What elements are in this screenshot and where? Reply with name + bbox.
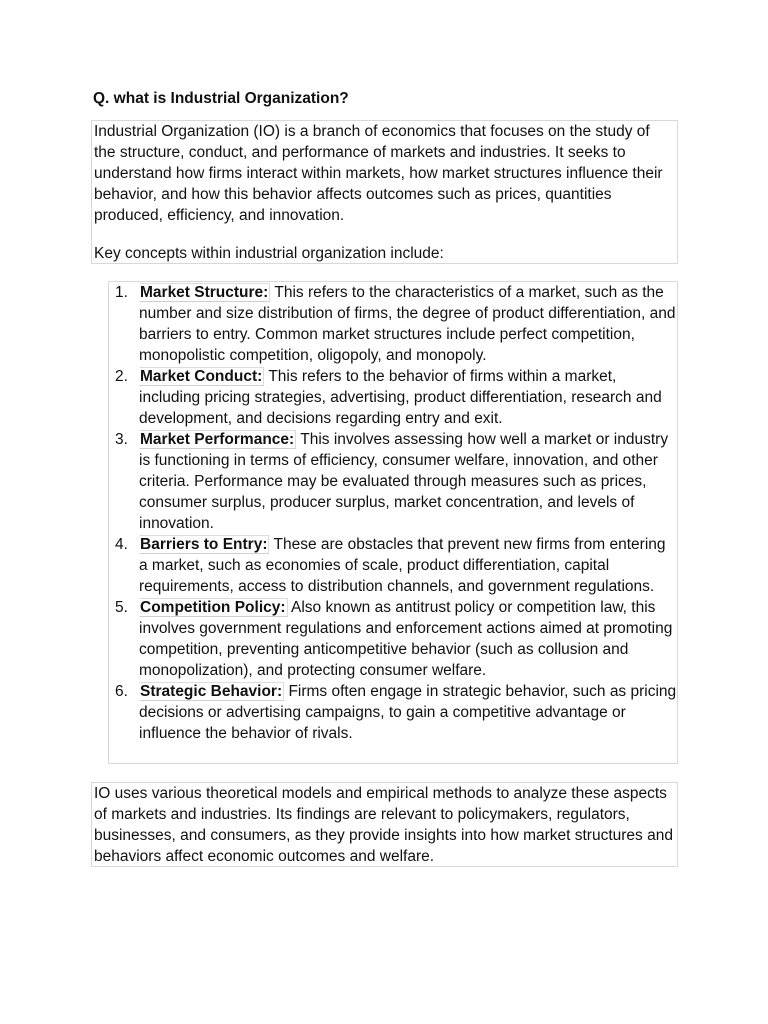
list-item: [109, 366, 677, 429]
list-item: [109, 534, 677, 597]
concept-title: Barriers to Entry:: [140, 536, 268, 553]
concept-title: Market Conduct:: [140, 368, 263, 385]
list-number: 2.: [115, 368, 128, 385]
list-item: [109, 282, 677, 366]
outro-paragraph: IO uses various theoretical models and empirical methods to analyze these aspects of markets and industries. Its findings are relevant to policymakers, regulators, businesses, and consumers, as they provide insights into how market structures and behaviors affect economic outcomes and welfare.: [94, 785, 673, 865]
outro-text-box[interactable]: [91, 782, 678, 867]
concept-title: Competition Policy:: [140, 599, 286, 616]
concept-title: Market Performance:: [140, 431, 295, 448]
concept-text: Also known as antitrust policy or competition law, this involves government regulations and enforcement actions aimed at promoting competition, preventing anticompetitive behavior (such as collusion and monopolization), and protecting consumer welfare.: [139, 599, 673, 679]
intro-paragraph: Industrial Organization (IO) is a branch of economics that focuses on the study of the structure, conduct, and performance of markets and industries. It seeks to understand how firms interact within markets, how market structures influence their behavior, and how this behavior affects outcomes such as prices, quantities produced, efficiency, and innovation.: [94, 123, 663, 224]
concepts-list-box[interactable]: [108, 281, 678, 764]
question-heading: Q. what is Industrial Organization?: [93, 90, 349, 107]
intro-text-box[interactable]: [91, 120, 678, 264]
list-item: [109, 597, 677, 681]
list-item: [109, 429, 677, 534]
list-number: 6.: [115, 683, 128, 700]
key-concepts-lead: Key concepts within industrial organization include:: [94, 245, 444, 262]
list-number: 4.: [115, 536, 128, 553]
concepts-list: [109, 282, 677, 744]
concept-title: Strategic Behavior:: [140, 683, 283, 700]
list-number: 1.: [115, 284, 128, 301]
list-number: 3.: [115, 431, 128, 448]
concept-title: Market Structure:: [140, 284, 269, 301]
concept-text: This involves assessing how well a market or industry is functioning in terms of efficiency, consumer welfare, innovation, and other criteria. Performance may be evaluated through measures such as prices, consumer surplus, producer surplus, market concentration, and levels of innovation.: [139, 431, 669, 532]
concept-text: This refers to the behavior of firms within a market, including pricing strategies, advertising, product differentiation, research and development, and decisions regarding entry and exit.: [139, 368, 662, 427]
list-item: [109, 681, 677, 744]
concept-text: These are obstacles that prevent new firms from entering a market, such as economies of scale, product differentiation, capital requirements, access to distribution channels, and government regulations.: [139, 536, 666, 595]
concept-text: Firms often engage in strategic behavior, such as pricing decisions or advertising campaigns, to gain a competitive advantage or influence the behavior of rivals.: [139, 683, 677, 742]
list-number: 5.: [115, 599, 128, 616]
concept-text: This refers to the characteristics of a market, such as the number and size distribution of firms, the degree of product differentiation, and barriers to entry. Common market structures include perfect competition, monopolistic competition, oligopoly, and monopoly.: [139, 284, 676, 364]
